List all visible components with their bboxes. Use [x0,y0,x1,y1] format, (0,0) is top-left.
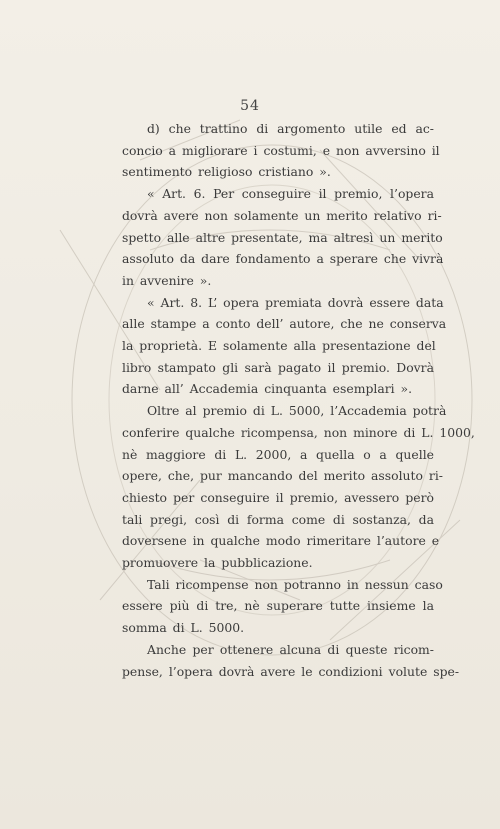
text-line: Anche per ottenere alcuna di queste ricom- [147,641,434,657]
text-line: pense, l’opera dovrà avere le condizioni volute spe- [122,663,460,679]
text-line: Oltre al premio di L. 5000, l’Accademia potrà [147,403,447,419]
page-number: 54 [240,98,260,114]
text-line: somma di L. 5000. [122,620,245,636]
text-line: tali pregi, così di forma come di sostanza, da [122,511,434,527]
text-line: doversene in qualche modo rimeritare l’autore e [122,533,440,549]
text-line: Tali ricompense non potranno in nessun caso [147,576,443,592]
paragraph [122,183,444,292]
text-line: in avvenire ». [122,272,212,288]
text-line: darne all’ Accademia cinquanta esemplari ». [122,381,413,397]
body-text [122,118,475,682]
text-line: concio a migliorare i costumi, e non avversino il [122,142,440,158]
text-line: « Art. 8. L’ opera premiata dovrà essere data [147,294,444,310]
text-line: dovrà avere non solamente un merito relativo ri- [122,207,442,223]
text-line: essere più di tre, nè superare tutte insieme la [122,598,434,614]
text-line: sentimento religioso cristiano ». [122,164,331,180]
text-line: assoluto da dare fondamento a sperare che vivrà [122,251,444,267]
text-line: opere, che, pur mancando del merito assoluto ri- [122,468,443,484]
text-line: d) che trattino di argomento utile ed ac- [147,121,434,136]
text-line: libro stampato gli sarà pagato il premio. Dovrà [122,359,434,375]
text-line: promuovere la pubblicazione. [122,555,313,571]
text-line: conferire qualche ricompensa, non minore di L. 1000, [122,424,475,440]
text-line: spetto alle altre presentate, ma altresì un merito [122,229,443,245]
text-line: nè maggiore di L. 2000, a quella o a quelle [122,446,434,462]
paragraph [122,574,443,639]
text-line: alle stampe a conto dell’ autore, che ne conserva [122,316,447,332]
text-line: chiesto per conseguire il premio, avessero però [122,489,434,505]
paragraph [122,639,460,682]
text-line: la proprietà. E solamente alla presentazione del [122,338,436,354]
paragraph [122,400,475,574]
paragraph [122,292,447,401]
text-line: « Art. 6. Per conseguire il premio, l’opera [147,186,434,202]
paragraph [122,118,440,183]
